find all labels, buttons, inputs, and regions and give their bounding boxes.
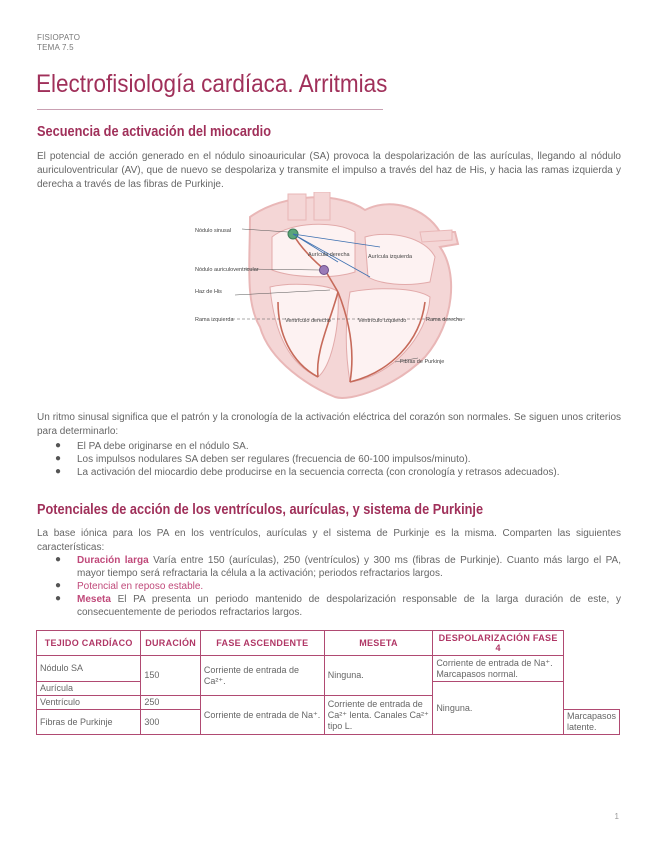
doc-header (37, 33, 80, 53)
table-cell: Corriente de entrada de Na⁺. Marcapasos normal. (433, 656, 564, 682)
heart-outline (249, 192, 458, 398)
action-potentials-paragraph: La base iónica para los PA en los ventrículos, aurículas y el sistema de Purkinje es la misma. Comparten las siguientes características: (37, 528, 621, 553)
criteria-list (55, 440, 621, 479)
action-potential-table (36, 630, 620, 735)
table-cell: 300 (141, 710, 201, 735)
page-title: Electrofisiología cardíaca. Arritmias (36, 70, 388, 98)
section-heading-action-potentials: Potenciales de acción de los ventrículos, aurículas, y sistema de Purkinje (37, 502, 484, 518)
heart-conduction-diagram (190, 192, 480, 404)
table-cell: Corriente de entrada de Ca²⁺ lenta. Canales Ca²⁺ tipo L. (324, 696, 433, 735)
table-cell: Aurícula (37, 682, 141, 696)
table-cell: Nódulo SA (37, 656, 141, 682)
page-number: 1 (614, 812, 619, 821)
label-av-node: Nódulo auriculoventricular (195, 267, 259, 273)
table-cell: Corriente de entrada de Ca²⁺. (200, 656, 324, 696)
table-cell: 250 (141, 696, 201, 710)
sinus-rhythm-paragraph: Un ritmo sinusal significa que el patrón y la cronología de la activación eléctrica del corazón son normales. Se siguen unos criterios para determinarlo: (37, 412, 621, 437)
table-cell: 150 (141, 656, 201, 696)
label-left-ventricle: Ventrículo izquierdo (358, 318, 407, 324)
list-item: ● La activación del miocardio debe producirse en la secuencia correcta (con cronología y retrasos adecuados). (55, 466, 560, 478)
label-right-branch: Rama derecha (426, 317, 463, 323)
list-item: ● Los impulsos nodulares SA deben ser regulares (frecuencia de 60-100 impulsos/minuto). (55, 453, 471, 465)
characteristics-list (55, 554, 621, 619)
table-row (37, 656, 620, 682)
table-cell: Ninguna. (324, 656, 433, 696)
activation-paragraph: El potencial de acción generado en el nódulo sinoauricular (SA) provoca la despolarización de las aurículas, llegando al nódulo auriculoventricular (AV), que de nuevo se despolariza y transmite el impulso a través del haz de His, y hacia las ramas izquierda y derecha a través de las fibras de Purkinje. (37, 151, 621, 190)
label-right-ventricle: Ventrículo derecho (285, 318, 331, 324)
col-header: FASE ASCENDENTE (200, 631, 324, 656)
col-header: TEJIDO CARDÍACO (37, 631, 141, 656)
table-cell: Corriente de entrada de Na⁺. (200, 696, 324, 735)
list-item: ● El PA debe originarse en el nódulo SA. (55, 440, 249, 452)
section-heading-activation: Secuencia de activación del miocardio (37, 124, 272, 140)
header-topic: TEMA 7.5 (37, 43, 74, 52)
label-right-atrium: Aurícula derecha (308, 252, 350, 258)
col-header: MESETA (324, 631, 433, 656)
list-item: ● Potencial en reposo estable. (55, 580, 204, 592)
label-bundle-his: Haz de His (195, 289, 222, 295)
table-cell: Ninguna. (433, 682, 564, 735)
table-cell: Fibras de Purkinje (37, 710, 141, 735)
label-left-atrium: Aurícula izquierda (368, 254, 413, 260)
label-left-branch: Rama izquierda (195, 317, 234, 323)
col-header: DURACIÓN (141, 631, 201, 656)
label-purkinje: Fibras de Purkinje (400, 359, 445, 365)
title-divider (37, 109, 383, 110)
col-header: DESPOLARIZACIÓN FASE 4 (433, 631, 564, 656)
table-cell: Marcapasos latente. (563, 710, 619, 735)
table-header-row (37, 631, 620, 656)
list-item: ● Duración larga Varía entre 150 (aurículas), 250 (ventrículos) y 300 ms (fibras de Purkinje). Cuanto más largo el PA, mayor tiempo será refractaria la célula a la activación; periodos refractarios largos. (55, 554, 621, 579)
table-cell: Ventrículo (37, 696, 141, 710)
label-sa-node: Nódulo sinusal (195, 228, 232, 234)
list-item: ● Meseta El PA presenta un periodo mantenido de despolarización responsable de la larga duración de este, y consecuentemente de periodos refractarios largos. (55, 593, 621, 618)
header-subject: FISIOPATO (37, 33, 81, 42)
